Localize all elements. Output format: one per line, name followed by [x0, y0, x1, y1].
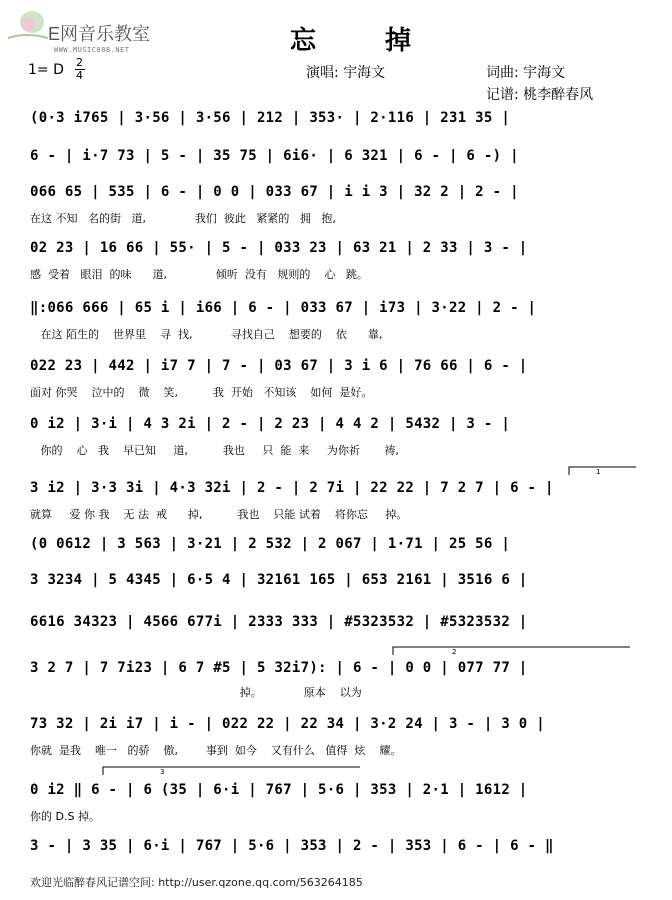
notation-row: 066 65 | 535 | 6 - | 0 0 | 033 67 | i i 3 | 32 2 | 2 - |: [30, 184, 519, 200]
notation-row: 3 - | 3 35 | 6·i | 767 | 5·6 | 353 | 2 - | 353 | 6 - | 6 - ‖: [30, 838, 554, 854]
notation-row: (0 0612 | 3 563 | 3·21 | 2 532 | 2 067 | 1·71 | 25 56 |: [30, 536, 511, 552]
svg-text:1: 1: [596, 468, 601, 476]
notation-row: 0 i2 ‖ 6 - | 6 (35 | 6·i | 767 | 5·6 | 353 | 2·1 | 1612 |: [30, 782, 528, 798]
triplet-bracket: [102, 766, 362, 776]
notation-row: 3 3234 | 5 4345 | 6·5 4 | 32161 165 | 653 2161 | 3516 6 |: [30, 572, 528, 588]
lyric-row: 你的 心 我 早已知 道, 我也 只 能 来 为你祈 祷,: [30, 444, 399, 457]
lyric-row: 你就 是我 唯一 的骄 傲, 事到 如今 又有什么 值得 炫 耀。: [30, 744, 402, 757]
time-signature-top: 2: [76, 56, 83, 69]
lyric-row: 你的 D.S 掉。: [30, 810, 100, 823]
lyric-row: 感 受着 眼泪 的味 道, 倾听 没有 规则的 心 跳。: [30, 268, 368, 281]
volta-bracket-2: [392, 646, 632, 656]
notation-row: (0·3 i765 | 3·56 | 3·56 | 212 | 353· | 2·116 | 231 35 |: [30, 110, 511, 126]
logo-icon: [6, 8, 50, 44]
lyric-row: 掉。 原本 以为: [30, 686, 362, 699]
lyric-row: 在这 不知 名的街 道, 我们 彼此 紧紧的 拥 抱,: [30, 212, 336, 225]
volta-bracket-1: [568, 466, 638, 476]
page-title: 忘 掉: [290, 26, 442, 56]
notation-row: 022 23 | 442 | i7 7 | 7 - | 03 67 | 3 i 6 | 76 66 | 6 - |: [30, 358, 528, 374]
notation-row: 6616 34323 | 4566 677i | 2333 333 | #5323532 | #5323532 |: [30, 614, 528, 630]
singer-credit: 演唱: 宇海文: [306, 65, 386, 81]
lyric-row: 面对 你哭 泣中的 微 笑, 我 开始 不知该 如何 是好。: [30, 386, 373, 399]
composer-credit: 词曲: 宇海文: [486, 65, 566, 81]
logo-url: WWW.MUSIC888.NET: [54, 46, 130, 54]
notation-row: 0 i2 | 3·i | 4 3 2i | 2 - | 2 23 | 4 4 2 | 5432 | 3 - |: [30, 416, 511, 432]
svg-text:3: 3: [160, 768, 165, 776]
notation-row: 6 - | i·7 73 | 5 - | 35 75 | 6i6· | 6 321 | 6 - | 6 -) |: [30, 148, 519, 164]
footer-credit: 欢迎光临醉春风记谱空间: http://user.qzone.qq.com/563264185: [30, 876, 363, 889]
notation-row: 02 23 | 16 66 | 55· | 5 - | 033 23 | 63 21 | 2 33 | 3 - |: [30, 240, 528, 256]
notation-row: 3 i2 | 3·3 3i | 4·3 32i | 2 - | 2 7i | 22 22 | 7 2 7 | 6 - |: [30, 480, 554, 496]
logo-brand: E网音乐教室: [48, 24, 151, 44]
key-signature: 1= D: [28, 62, 64, 78]
notation-row: ‖:066 666 | 65 i | i66 | 6 - | 033 67 | i73 | 3·22 | 2 - |: [30, 300, 537, 316]
lyric-row: 就算 爱 你 我 无 法 戒 掉, 我也 只能 试着 将你忘 掉。: [30, 508, 408, 521]
time-signature-bottom: 4: [76, 69, 83, 82]
notation-row: 73 32 | 2i i7 | i - | 022 22 | 22 34 | 3·2 24 | 3 - | 3 0 |: [30, 716, 545, 732]
transcriber-credit: 记谱: 桃李醉春风: [486, 87, 594, 103]
notation-row: 3 2 7 | 7 7i23 | 6 7 #5 | 5 32i7): | 6 - | 0 0 | 077 77 |: [30, 660, 528, 676]
svg-text:2: 2: [452, 648, 457, 656]
lyric-row: 在这 陌生的 世界里 寻 找, 寻找自己 想要的 依 靠,: [30, 328, 383, 341]
